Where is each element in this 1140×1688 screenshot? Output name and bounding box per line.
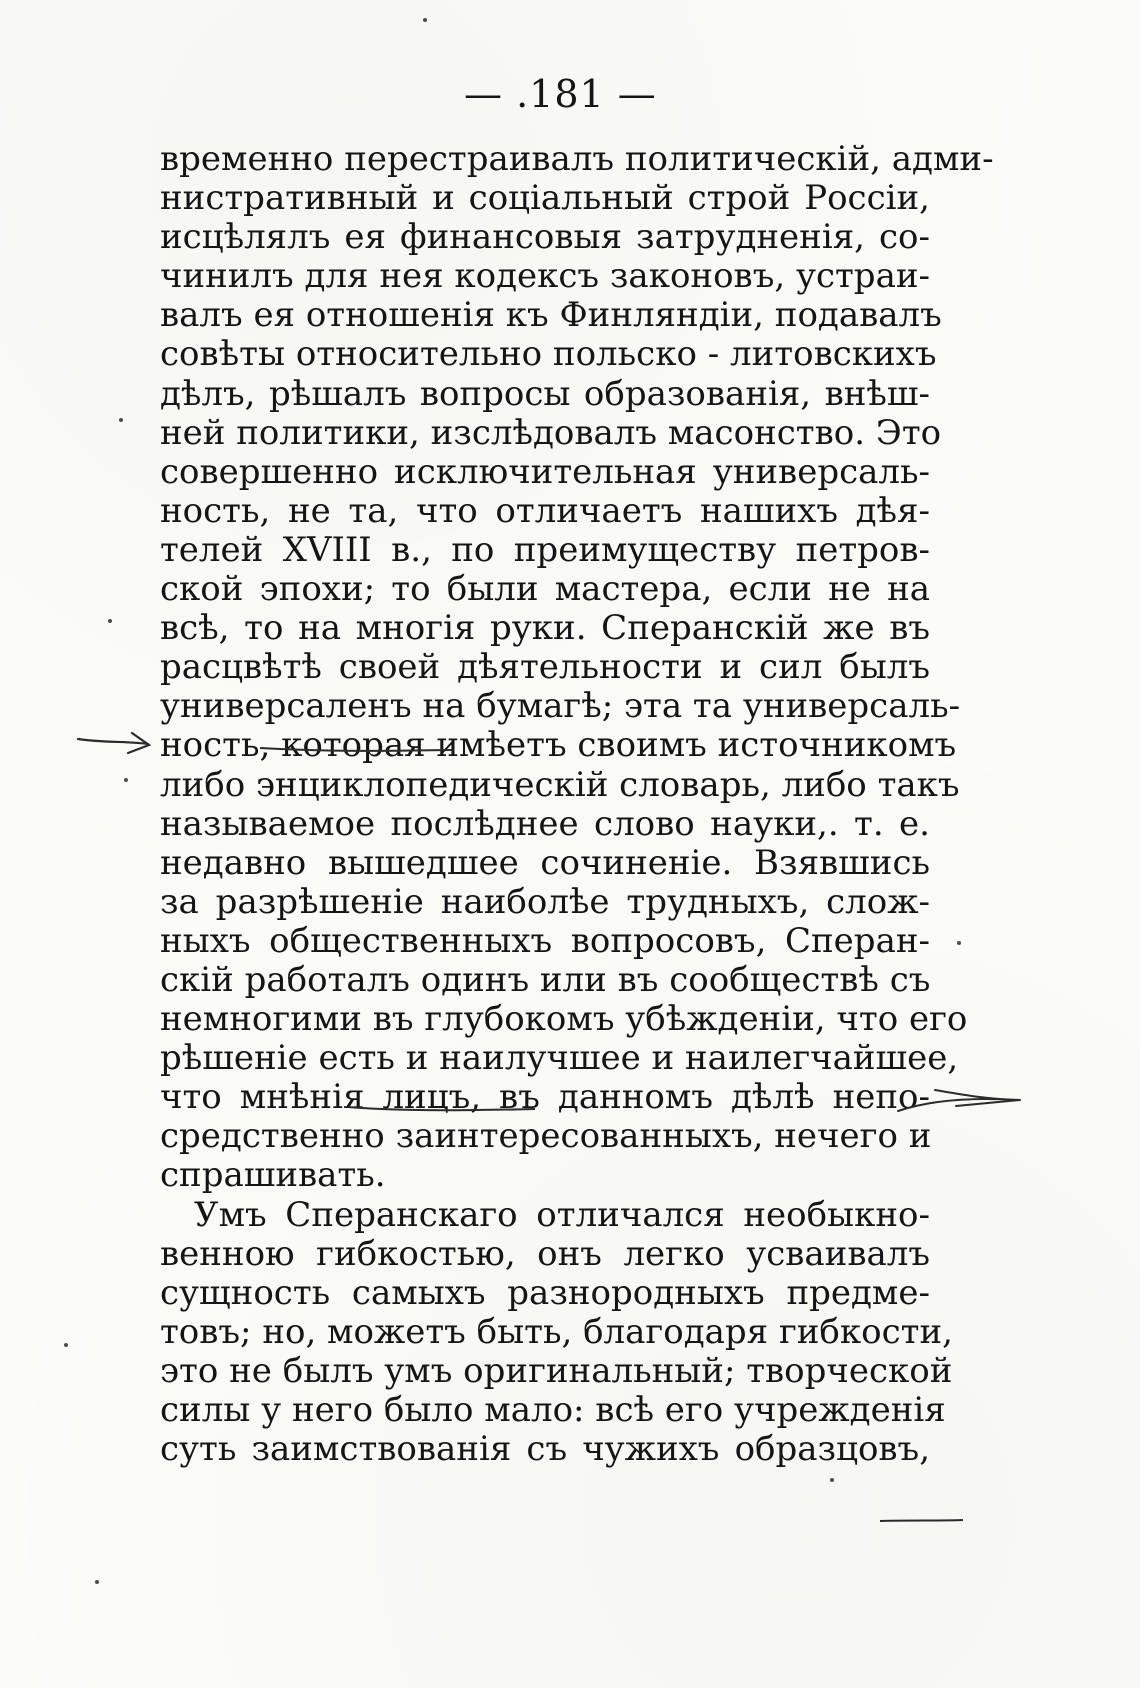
bottom-right-underline <box>880 1520 963 1521</box>
text-line-7: дѣлъ, рѣшалъ вопросы образованія, внѣш- <box>160 373 930 414</box>
paper-speck-1 <box>119 418 123 422</box>
text-line-27: спрашивать. <box>160 1155 386 1196</box>
text-line-16: ность, которая имѣетъ своимъ источникомъ <box>160 725 957 766</box>
paper-speck-4 <box>957 941 961 945</box>
text-line-22: скій работалъ одинъ или въ сообществѣ съ <box>160 959 931 1000</box>
text-line-23: немногими въ глубокомъ убѣжденіи, что его <box>160 999 968 1040</box>
left-margin-pencil-stroke <box>78 733 149 753</box>
text-line-19: недавно вышедшее сочиненіе. Взявшись <box>160 842 930 883</box>
paper-speck-8 <box>830 1478 834 1482</box>
text-line-28: Умъ Сперанскаго отличался необыкно- <box>194 1194 930 1235</box>
text-line-31: товъ; но, можетъ быть, благодаря гибкости, <box>160 1311 953 1352</box>
text-line-17: либо энциклопедическій словарь, либо такъ <box>160 764 960 805</box>
text-line-24: рѣшеніе есть и наилучшее и наилегчайшее, <box>160 1038 959 1079</box>
text-line-21: ныхъ общественныхъ вопросовъ, Сперан- <box>160 920 930 961</box>
text-line-20: за разрѣшеніе наиболѣе трудныхъ, слож- <box>160 881 930 922</box>
main-text <box>160 139 994 1470</box>
text-line-4: чинилъ для нея кодексъ законовъ, устраи- <box>160 256 930 297</box>
text-line-1: временно перестраивалъ политическій, адми- <box>160 139 994 179</box>
text-line-29: венною гибкостью, онъ легко усваивалъ <box>160 1233 930 1274</box>
page-number: — .181 — <box>464 72 657 116</box>
paper-speck-2 <box>108 619 112 623</box>
text-line-14: расцвѣтѣ своей дѣятельности и сил былъ <box>160 647 930 688</box>
text-line-18: называемое послѣднее слово науки,. т. е. <box>160 803 930 844</box>
text-line-12: ской эпохи; то были мастера, если не на <box>160 569 930 610</box>
text-line-3: исцѣлялъ ея финансовыя затрудненія, со- <box>160 217 930 258</box>
text-line-30: сущность самыхъ разнородныхъ предме- <box>160 1272 930 1313</box>
text-line-34: суть заимствованія съ чужихъ образцовъ, <box>160 1429 930 1470</box>
paper-speck-6 <box>95 1580 99 1584</box>
text-line-8: ней политики, изслѣдовалъ масонство. Это <box>160 412 942 453</box>
text-line-26: средственно заинтересованныхъ, нечего и <box>160 1116 932 1157</box>
text-line-25: что мнѣнія лицъ, въ данномъ дѣлѣ непо- <box>160 1077 930 1118</box>
text-line-11: телей XVIII в., по преимуществу петров- <box>160 529 930 570</box>
paper-speck-7 <box>423 18 427 22</box>
text-line-33: силы у него было мало: всѣ его учрежденія <box>160 1390 946 1430</box>
text-line-2: нистративный и соціальный строй Россіи, <box>160 178 930 219</box>
text-line-32: это не былъ умъ оригинальный; творческой <box>160 1350 953 1391</box>
text-line-5: валъ ея отношенія къ Финляндіи, подавалъ <box>160 295 942 336</box>
text-line-13: всѣ, то на многія руки. Сперанскій же въ <box>160 608 930 649</box>
text-line-15: универсаленъ на бумагѣ; эта та универсаль- <box>160 686 961 727</box>
text-line-10: ность, не та, что отличаетъ нашихъ дѣя- <box>160 490 930 531</box>
paper-speck-3 <box>124 778 128 782</box>
text-line-9: совершенно исключительная универсаль- <box>160 451 930 492</box>
paper-speck-5 <box>64 1343 68 1347</box>
text-line-6: совѣты относительно польско - литовскихъ <box>160 334 937 375</box>
